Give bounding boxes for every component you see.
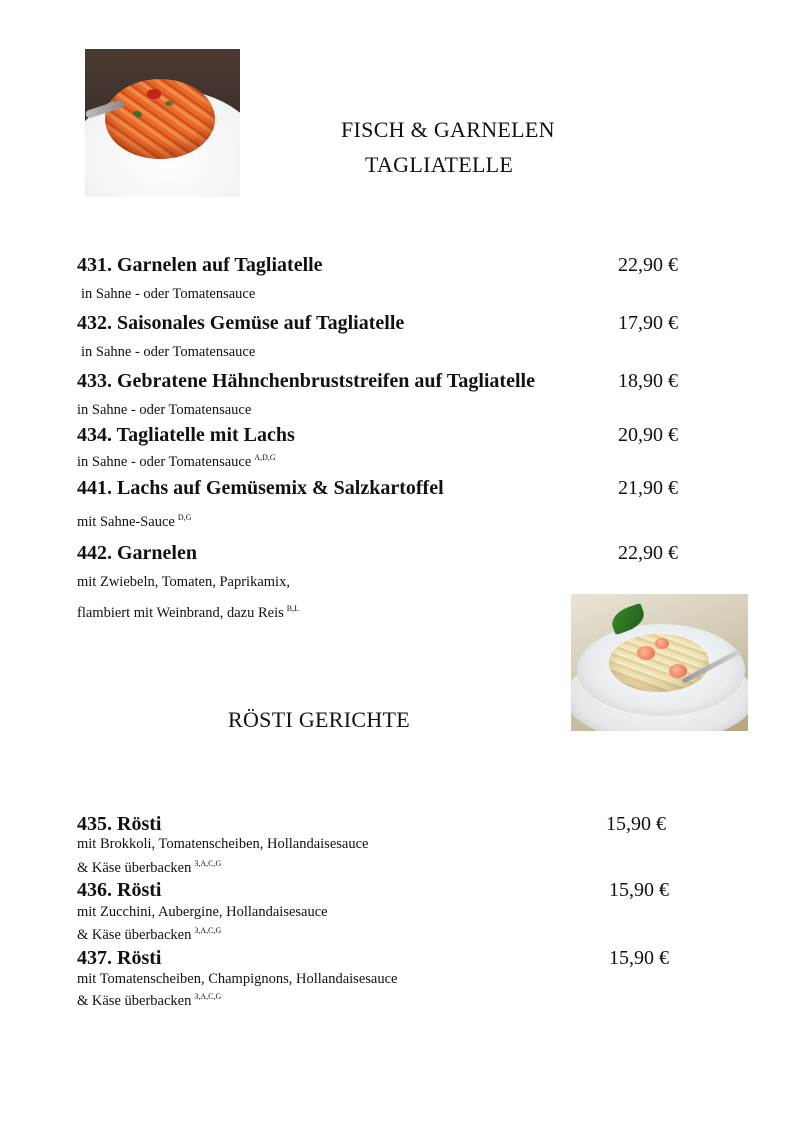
menu-item-title: 432. Saisonales Gemüse auf Tagliatelle — [77, 312, 405, 334]
menu-item-description: mit Zucchini, Aubergine, Hollandaisesauce — [77, 904, 328, 920]
menu-item-price: 21,90 € — [618, 477, 678, 499]
menu-item-title: 441. Lachs auf Gemüsemix & Salzkartoffel — [77, 477, 444, 499]
menu-item-price: 15,90 € — [609, 879, 669, 901]
section-heading-fisch: FISCH & GARNELEN — [341, 117, 555, 142]
menu-item-title: 434. Tagliatelle mit Lachs — [77, 424, 295, 446]
menu-item-description: in Sahne - oder Tomatensauce — [81, 344, 256, 360]
menu-item-description-line2: & Käse überbacken $^{3,A,C,G}$ — [77, 859, 222, 876]
menu-item-title: 437. Rösti — [77, 947, 162, 969]
allergen-codes: 3,A,C,G — [194, 926, 222, 936]
menu-item-price: 20,90 € — [618, 424, 678, 446]
menu-item-title: 436. Rösti — [77, 879, 162, 901]
allergen-codes: B,L — [286, 604, 299, 614]
allergen-codes: 3,A,C,G — [194, 859, 222, 869]
menu-item-description: in Sahne - oder Tomatensauce — [77, 402, 252, 418]
menu-item-title: 435. Rösti — [77, 813, 162, 835]
menu-item-title: 431. Garnelen auf Tagliatelle — [77, 254, 323, 276]
menu-item-price: 15,90 € — [609, 947, 669, 969]
pasta-photo — [85, 49, 240, 197]
menu-item-description-line2: & Käse überbacken $^{3,A,C,G}$ — [77, 926, 222, 943]
menu-item-description: mit Brokkoli, Tomatenscheiben, Hollandaisesauce — [77, 836, 369, 852]
menu-item-price: 22,90 € — [618, 542, 678, 564]
allergen-codes: 3,A,C,G — [194, 992, 222, 1002]
menu-item-price: 15,90 € — [606, 813, 666, 835]
section-heading-roesti: RÖSTI GERICHTE — [228, 707, 411, 732]
menu-item-description: in Sahne - oder Tomatensauce $^{A,D,G}$ — [77, 453, 276, 470]
menu-item-description: in Sahne - oder Tomatensauce — [81, 286, 256, 302]
menu-item-title: 442. Garnelen — [77, 542, 197, 564]
menu-item-description: mit Zwiebeln, Tomaten, Paprikamix, — [77, 574, 290, 590]
menu-item-description-line2: & Käse überbacken $^{3,A,C,G}$ — [77, 992, 222, 1009]
allergen-codes: A,D,G — [254, 453, 276, 463]
menu-item-price: 22,90 € — [618, 254, 678, 276]
section-heading-tagliatelle: TAGLIATELLE — [365, 152, 514, 177]
shrimp-pasta-photo — [571, 594, 748, 731]
menu-item-description-line2: flambiert mit Weinbrand, dazu Reis $^{B,L}$ — [77, 604, 299, 621]
menu-item-price: 17,90 € — [618, 312, 678, 334]
menu-item-title: 433. Gebratene Hähnchenbruststreifen auf Tagliatelle — [77, 370, 535, 392]
menu-item-price: 18,90 € — [618, 370, 678, 392]
menu-item-description: mit Tomatenscheiben, Champignons, Hollandaisesauce — [77, 971, 398, 987]
allergen-codes: D,G — [177, 513, 192, 523]
menu-item-description: mit Sahne-Sauce $^{D,G}$ — [77, 513, 192, 530]
